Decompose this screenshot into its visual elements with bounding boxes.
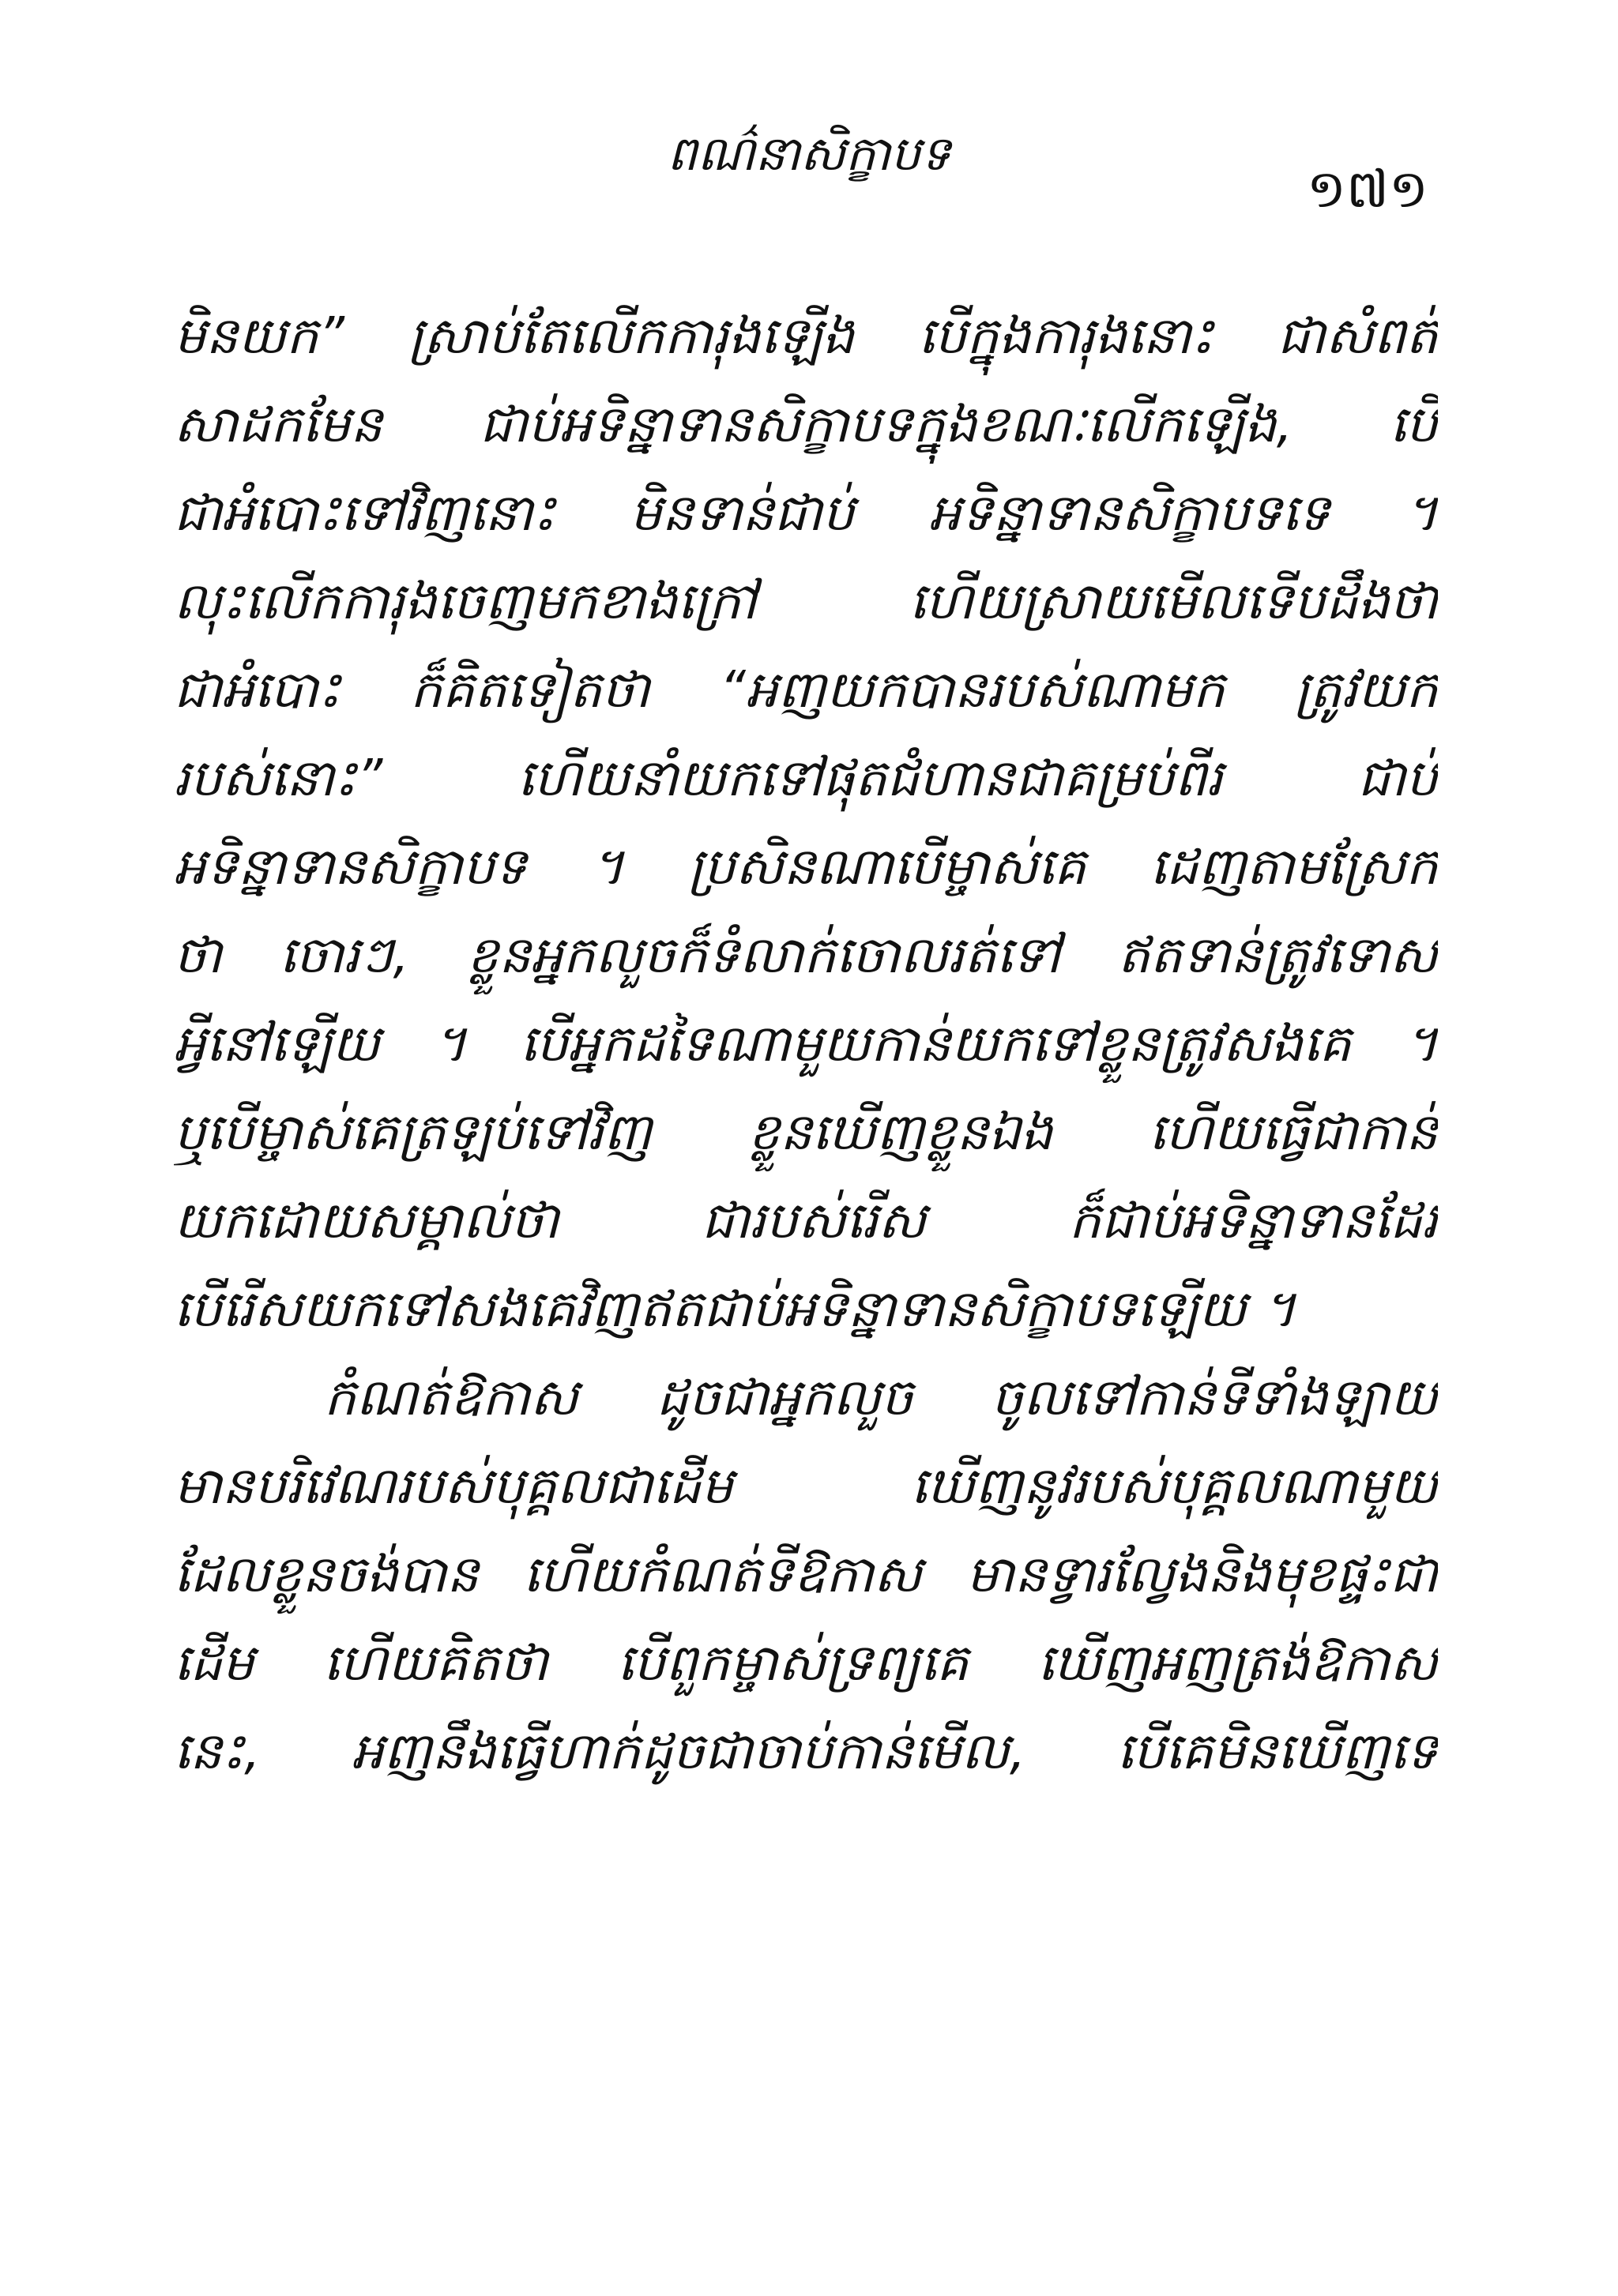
text-line: អទិន្នាទានសិក្ខាបទ ។ ប្រសិនណាបើម្ចាស់គេ ដេញតាមស្រែក [174,838,1438,896]
paragraph-end-line: បើរើសយកទៅសងគេវិញឥតជាប់អទិន្នាទានសិក្ខាបទឡើយ ។ [174,1280,1296,1339]
text-line: អ្វីនៅឡើយ ។ បើអ្នកដទៃណាមួយកាន់យកទៅខ្លួនត្រូវសងគេ ។ [174,1015,1438,1073]
text-line: មិនយក” ស្រាប់តែលើកការុងឡើង បើក្នុងការុងនោះ ជាសំពត់ [174,307,1438,366]
body-text [174,292,1438,1796]
text-line: យកដោយសម្គាល់ថា ជារបស់រើស ក៏ជាប់អទិន្នាទានដែរ [174,1192,1438,1250]
page-number: ១៧១ [1306,159,1428,220]
text-line: នេះ, អញនឹងធ្វើហាក់ដូចជាចាប់កាន់មើល, បើគេមិនឃើញទេ [174,1723,1438,1781]
text-line: ដើម ហើយគិតថា បើពួកម្ចាស់ទ្រព្យគេ ឃើញអញត្រង់ឱកាស [174,1634,1438,1693]
paragraph-start-line: កំណត់ឱកាស ដូចជាអ្នកលួច ចូលទៅកាន់ទីទាំងឡាយ [324,1369,1438,1427]
text-line: ជាអំបោះទៅវិញនោះ មិនទាន់ជាប់ អទិន្នាទានសិក្ខាបទទេ ។ [174,484,1438,543]
text-line: ថា ចោរៗ, ខ្លួនអ្នកលួចក៏ទំលាក់ចោលរត់ទៅ ឥតទាន់ត្រូវទោស [174,926,1438,985]
text-line: សាដកមែន ជាប់អទិន្នាទានសិក្ខាបទក្នុងខណៈលើកឡើង, បើ [174,396,1438,454]
text-line: ឬបើម្ចាស់គេត្រឡប់ទៅវិញ ខ្លួនឃើញខ្លួនឯង ហើយធ្វើជាកាន់ [174,1103,1438,1162]
text-line: លុះលើកការុងចេញមកខាងក្រៅ ហើយស្រាយមើលទើបដឹងថា [174,573,1438,631]
running-header-title: ពណ៌នាសិក្ខាបទ [667,126,951,182]
text-line: របស់នោះ” ហើយនាំយកទៅផុតជំហានជាគម្រប់ពីរ ជាប់ [174,750,1438,808]
text-line: មានបរិវេណរបស់បុគ្គលជាដើម ឃើញនូវរបស់បុគ្គលណាមួយ [174,1457,1438,1516]
text-line: ជាអំបោះ ក៏គិតទៀតថា “អញយកបានរបស់ណាមក ត្រូវយក [174,661,1438,720]
text-line: ដែលខ្លួនចង់បាន ហើយកំណត់ទីឱកាស មានទ្វារល្វែងនិងមុខផ្ទះជា [174,1546,1438,1604]
